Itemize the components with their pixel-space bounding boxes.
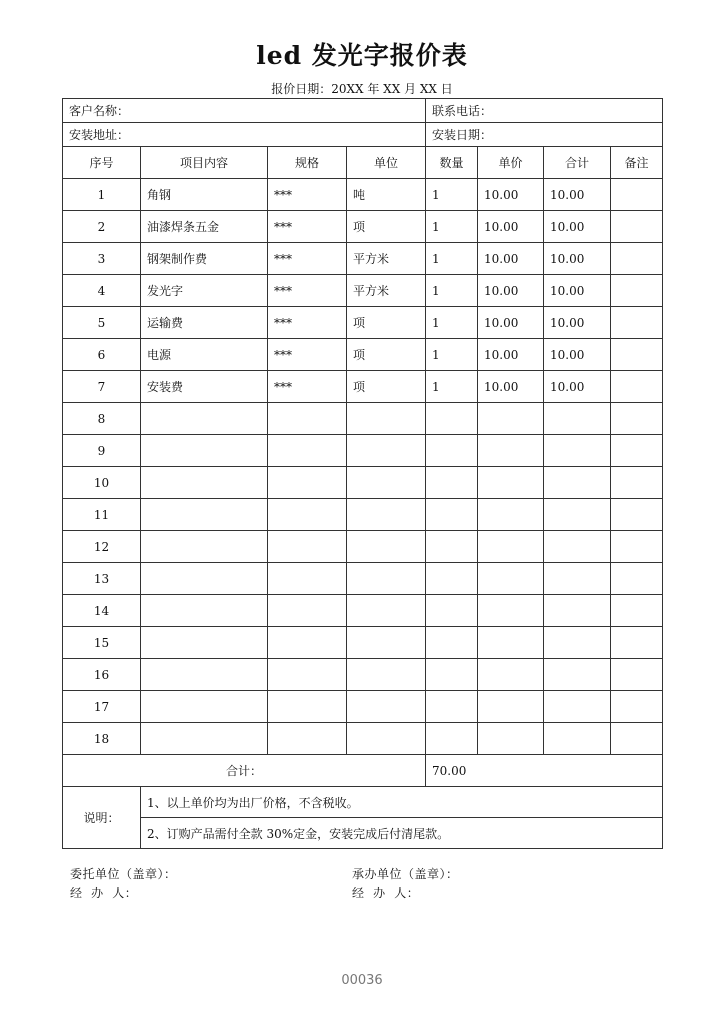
cell-subtotal: 10.00 xyxy=(544,179,611,211)
cell-subtotal xyxy=(544,499,611,531)
cell-item xyxy=(141,531,268,563)
cell-subtotal: 10.00 xyxy=(544,243,611,275)
cell-remark xyxy=(611,435,663,467)
table-row xyxy=(63,659,663,691)
cell-remark xyxy=(611,563,663,595)
cell-item xyxy=(141,691,268,723)
note-row-1 xyxy=(63,787,663,818)
header-quantity: 数量 xyxy=(426,147,478,179)
cell-unit-price xyxy=(478,531,544,563)
total-value: 70.00 xyxy=(426,755,663,787)
cell-item: 电源 xyxy=(141,339,268,371)
cell-unit-price xyxy=(478,627,544,659)
cell-item: 油漆焊条五金 xyxy=(141,211,268,243)
cell-item xyxy=(141,499,268,531)
cell-index: 10 xyxy=(63,467,141,499)
cell-item: 安装费 xyxy=(141,371,268,403)
cell-remark xyxy=(611,499,663,531)
cell-remark xyxy=(611,275,663,307)
cell-spec xyxy=(268,659,347,691)
cell-spec xyxy=(268,403,347,435)
cell-index: 13 xyxy=(63,563,141,595)
header-index: 序号 xyxy=(63,147,141,179)
cell-item xyxy=(141,595,268,627)
cell-remark xyxy=(611,595,663,627)
cell-unit: 吨 xyxy=(347,179,426,211)
info-row-client xyxy=(63,99,663,123)
header-unit-price: 单价 xyxy=(478,147,544,179)
table-header-row xyxy=(63,147,663,179)
cell-remark xyxy=(611,691,663,723)
table-row xyxy=(63,339,663,371)
cell-spec xyxy=(268,499,347,531)
cell-quantity xyxy=(426,467,478,499)
cell-index: 18 xyxy=(63,723,141,755)
cell-spec xyxy=(268,531,347,563)
cell-unit: 项 xyxy=(347,211,426,243)
cell-spec xyxy=(268,595,347,627)
cell-index: 14 xyxy=(63,595,141,627)
cell-item: 角钢 xyxy=(141,179,268,211)
cell-quantity xyxy=(426,595,478,627)
cell-index: 8 xyxy=(63,403,141,435)
cell-spec xyxy=(268,467,347,499)
cell-unit-price: 10.00 xyxy=(478,275,544,307)
cell-quantity xyxy=(426,435,478,467)
cell-unit-price xyxy=(478,691,544,723)
cell-item xyxy=(141,435,268,467)
cell-quantity xyxy=(426,659,478,691)
cell-spec: *** xyxy=(268,243,347,275)
cell-unit xyxy=(347,659,426,691)
cell-item xyxy=(141,659,268,691)
cell-unit-price: 10.00 xyxy=(478,307,544,339)
cell-spec xyxy=(268,723,347,755)
table-row xyxy=(63,595,663,627)
client-agent-label: 经 办 人： xyxy=(70,886,138,900)
cell-unit xyxy=(347,723,426,755)
table-row xyxy=(63,435,663,467)
cell-unit: 平方米 xyxy=(347,275,426,307)
contractor-agent-label: 经 办 人： xyxy=(352,886,420,900)
cell-index: 12 xyxy=(63,531,141,563)
cell-unit-price: 10.00 xyxy=(478,371,544,403)
table-row xyxy=(63,307,663,339)
cell-remark xyxy=(611,659,663,691)
cell-subtotal xyxy=(544,659,611,691)
cell-remark xyxy=(611,531,663,563)
header-unit: 单位 xyxy=(347,147,426,179)
cell-unit xyxy=(347,531,426,563)
cell-index: 7 xyxy=(63,371,141,403)
cell-remark xyxy=(611,243,663,275)
cell-remark xyxy=(611,179,663,211)
cell-unit-price xyxy=(478,467,544,499)
cell-quantity: 1 xyxy=(426,339,478,371)
cell-item xyxy=(141,563,268,595)
cell-quantity xyxy=(426,691,478,723)
cell-subtotal xyxy=(544,691,611,723)
total-label: 合计： xyxy=(63,755,426,787)
cell-item: 钢架制作费 xyxy=(141,243,268,275)
cell-remark xyxy=(611,467,663,499)
cell-unit: 项 xyxy=(347,307,426,339)
cell-unit xyxy=(347,691,426,723)
note-row-2 xyxy=(63,818,663,849)
table-row xyxy=(63,723,663,755)
cell-quantity: 1 xyxy=(426,275,478,307)
cell-quantity xyxy=(426,499,478,531)
cell-item xyxy=(141,627,268,659)
cell-subtotal xyxy=(544,563,611,595)
cell-quantity: 1 xyxy=(426,243,478,275)
cell-quantity: 1 xyxy=(426,371,478,403)
cell-subtotal: 10.00 xyxy=(544,307,611,339)
cell-subtotal xyxy=(544,595,611,627)
document-title: led 发光字报价表 xyxy=(256,41,468,70)
cell-subtotal: 10.00 xyxy=(544,339,611,371)
table-row xyxy=(63,563,663,595)
cell-index: 2 xyxy=(63,211,141,243)
cell-subtotal: 10.00 xyxy=(544,371,611,403)
cell-unit-price xyxy=(478,723,544,755)
cell-unit xyxy=(347,563,426,595)
cell-index: 5 xyxy=(63,307,141,339)
quote-table xyxy=(62,98,663,849)
cell-item xyxy=(141,723,268,755)
table-row xyxy=(63,499,663,531)
cell-unit-price xyxy=(478,659,544,691)
cell-spec: *** xyxy=(268,339,347,371)
cell-item: 运输费 xyxy=(141,307,268,339)
info-row-install xyxy=(63,123,663,147)
table-row xyxy=(63,179,663,211)
cell-spec xyxy=(268,627,347,659)
cell-unit-price xyxy=(478,563,544,595)
cell-unit-price: 10.00 xyxy=(478,339,544,371)
cell-unit-price: 10.00 xyxy=(478,211,544,243)
cell-subtotal xyxy=(544,723,611,755)
cell-unit: 项 xyxy=(347,371,426,403)
cell-unit xyxy=(347,467,426,499)
header-item: 项目内容 xyxy=(141,147,268,179)
install-address-label: 安装地址： xyxy=(63,123,426,147)
page-code: 00036 xyxy=(341,973,383,988)
cell-index: 11 xyxy=(63,499,141,531)
cell-unit xyxy=(347,435,426,467)
cell-unit: 平方米 xyxy=(347,243,426,275)
cell-subtotal xyxy=(544,531,611,563)
cell-quantity xyxy=(426,627,478,659)
cell-index: 6 xyxy=(63,339,141,371)
table-row xyxy=(63,211,663,243)
cell-subtotal xyxy=(544,435,611,467)
table-row xyxy=(63,403,663,435)
header-remark: 备注 xyxy=(611,147,663,179)
table-row xyxy=(63,243,663,275)
cell-quantity: 1 xyxy=(426,211,478,243)
cell-remark xyxy=(611,211,663,243)
cell-unit-price xyxy=(478,403,544,435)
cell-subtotal xyxy=(544,403,611,435)
table-row xyxy=(63,691,663,723)
cell-quantity xyxy=(426,403,478,435)
client-name-label: 客户名称： xyxy=(63,99,426,123)
cell-spec: *** xyxy=(268,275,347,307)
cell-unit-price xyxy=(478,595,544,627)
cell-quantity xyxy=(426,723,478,755)
contact-phone-label: 联系电话： xyxy=(426,99,663,123)
cell-remark xyxy=(611,307,663,339)
cell-index: 15 xyxy=(63,627,141,659)
cell-index: 16 xyxy=(63,659,141,691)
cell-quantity xyxy=(426,563,478,595)
cell-item xyxy=(141,467,268,499)
note-item: 1、以上单价均为出厂价格，不含税收。 xyxy=(141,787,663,818)
cell-spec: *** xyxy=(268,371,347,403)
table-row xyxy=(63,371,663,403)
note-item: 2、订购产品需付全款 30%定金，安装完成后付清尾款。 xyxy=(141,818,663,849)
cell-spec: *** xyxy=(268,179,347,211)
cell-unit-price xyxy=(478,499,544,531)
cell-unit-price: 10.00 xyxy=(478,243,544,275)
cell-unit: 项 xyxy=(347,339,426,371)
cell-unit-price xyxy=(478,435,544,467)
cell-subtotal: 10.00 xyxy=(544,275,611,307)
cell-spec: *** xyxy=(268,211,347,243)
notes-label: 说明： xyxy=(63,787,141,849)
cell-quantity: 1 xyxy=(426,307,478,339)
cell-spec xyxy=(268,563,347,595)
cell-spec xyxy=(268,691,347,723)
table-row xyxy=(63,627,663,659)
quote-date: 报价日期：20XX 年 XX 月 XX 日 xyxy=(271,82,453,96)
contractor-unit-seal-label: 承办单位（盖章）： xyxy=(352,867,459,881)
total-row xyxy=(63,755,663,787)
cell-quantity xyxy=(426,531,478,563)
cell-remark xyxy=(611,371,663,403)
cell-index: 4 xyxy=(63,275,141,307)
cell-unit xyxy=(347,595,426,627)
cell-index: 3 xyxy=(63,243,141,275)
cell-subtotal xyxy=(544,627,611,659)
cell-remark xyxy=(611,723,663,755)
cell-subtotal: 10.00 xyxy=(544,211,611,243)
cell-spec: *** xyxy=(268,307,347,339)
cell-unit-price: 10.00 xyxy=(478,179,544,211)
header-subtotal: 合计 xyxy=(544,147,611,179)
install-date-label: 安装日期： xyxy=(426,123,663,147)
cell-unit xyxy=(347,627,426,659)
cell-remark xyxy=(611,627,663,659)
cell-index: 1 xyxy=(63,179,141,211)
cell-item: 发光字 xyxy=(141,275,268,307)
header-spec: 规格 xyxy=(268,147,347,179)
cell-remark xyxy=(611,339,663,371)
cell-unit xyxy=(347,499,426,531)
table-row xyxy=(63,531,663,563)
cell-remark xyxy=(611,403,663,435)
cell-item xyxy=(141,403,268,435)
cell-index: 17 xyxy=(63,691,141,723)
client-unit-seal-label: 委托单位（盖章）： xyxy=(70,867,177,881)
cell-unit xyxy=(347,403,426,435)
table-row xyxy=(63,467,663,499)
cell-spec xyxy=(268,435,347,467)
table-row xyxy=(63,275,663,307)
cell-subtotal xyxy=(544,467,611,499)
cell-quantity: 1 xyxy=(426,179,478,211)
cell-index: 9 xyxy=(63,435,141,467)
